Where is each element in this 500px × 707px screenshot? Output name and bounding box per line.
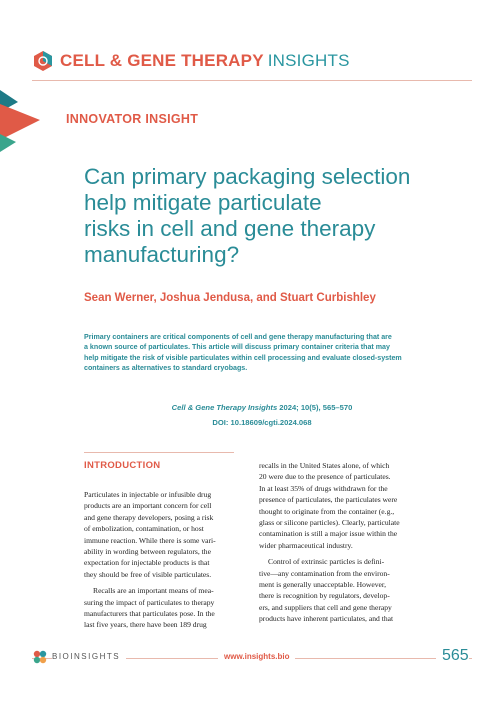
body-line: recalls in the United States alone, of which bbox=[259, 461, 390, 470]
body-line: ability in wording between regulators, the bbox=[84, 547, 211, 557]
article-authors: Sean Werner, Joshua Jendusa, and Stuart Curbishley bbox=[84, 292, 376, 304]
body-line: Control of extrinsic particles is defini- bbox=[268, 557, 385, 567]
body-line: In at least 35% of drugs withdrawn for the bbox=[259, 483, 388, 493]
body-column-right bbox=[259, 460, 419, 625]
body-line: ers, and suppliers that cell and gene therapy bbox=[259, 602, 392, 612]
body-line: glass or silicone particles). Clearly, particulate bbox=[259, 518, 400, 528]
body-column-left bbox=[84, 489, 234, 631]
body-line: they should be free of visible particulates. bbox=[84, 569, 212, 579]
body-line: wider pharmaceutical industry. bbox=[259, 540, 353, 550]
abstract-line: containers as alternatives to standard cryobags. bbox=[84, 363, 248, 372]
journal-name-light: INSIGHTS bbox=[267, 51, 350, 70]
body-line: 20 were due to the presence of particulates. bbox=[259, 472, 391, 482]
bioinsights-logo-icon bbox=[32, 649, 48, 665]
body-line: and gene therapy developers, posing a risk bbox=[84, 512, 214, 522]
body-line: manufacturers that particulates pose. In the bbox=[84, 609, 215, 619]
decorative-triangles-icon bbox=[0, 82, 60, 162]
body-line: presence of particulates, the particulates were bbox=[259, 495, 398, 505]
title-line: Can primary packaging selection bbox=[84, 164, 411, 189]
journal-name-bold: CELL & GENE THERAPY bbox=[60, 51, 264, 70]
header-divider bbox=[32, 80, 472, 81]
title-line: help mitigate particulate bbox=[84, 190, 322, 215]
body-line: immune reaction. While there is some vari- bbox=[84, 535, 216, 545]
body-line: there is recognition by regulators, develop- bbox=[259, 591, 390, 601]
article-abstract bbox=[84, 332, 440, 373]
body-line: products have inherent particulates, and that bbox=[259, 614, 394, 624]
doi-link[interactable]: DOI: 10.18609/cgti.2024.068 bbox=[212, 418, 312, 427]
body-line: contamination is still a major issue within the bbox=[259, 529, 398, 539]
footer-brand: BIOINSIGHTS bbox=[52, 652, 126, 661]
abstract-line: a known source of particulates. This article will discuss primary container criteria that may bbox=[84, 343, 390, 352]
body-line: Particulates in injectable or infusible drug bbox=[84, 490, 212, 499]
body-line: suring the impact of particulates to therapy bbox=[84, 597, 215, 607]
body-line: thought to originate from the container (e.g., bbox=[259, 506, 395, 516]
abstract-line: help mitigate the risk of visible particulates within cell processing and evaluate closed-system bbox=[84, 353, 402, 362]
section-divider bbox=[84, 452, 234, 453]
citation bbox=[84, 403, 440, 412]
body-line: ment is generally unacceptable. However, bbox=[259, 580, 387, 590]
body-line: products are an important concern for cell bbox=[84, 501, 212, 511]
body-line: of embolization, contamination, or host bbox=[84, 524, 204, 534]
citation-journal: Cell & Gene Therapy Insights bbox=[171, 403, 278, 412]
body-line: Recalls are an important means of mea- bbox=[93, 586, 214, 596]
journal-name bbox=[60, 50, 350, 72]
title-line: manufacturing? bbox=[84, 242, 240, 267]
footer-website-link[interactable]: www.insights.bio bbox=[218, 652, 295, 661]
title-line: risks in cell and gene therapy bbox=[84, 216, 376, 241]
page-number: 565 bbox=[436, 647, 469, 665]
section-label: INNOVATOR INSIGHT bbox=[66, 112, 199, 126]
section-heading-introduction: INTRODUCTION bbox=[84, 460, 161, 471]
body-line: expectation for injectable products is that bbox=[84, 558, 210, 568]
article-title bbox=[84, 164, 414, 268]
journal-logo-icon bbox=[32, 50, 54, 72]
body-line: last five years, there have been 189 drug bbox=[84, 620, 207, 630]
body-line: tive—any contamination from the environ- bbox=[259, 568, 390, 578]
abstract-line: Primary containers are critical components of cell and gene therapy manufacturing that are bbox=[84, 333, 392, 341]
citation-volume: 2024; 10(5), 565–570 bbox=[277, 403, 353, 412]
